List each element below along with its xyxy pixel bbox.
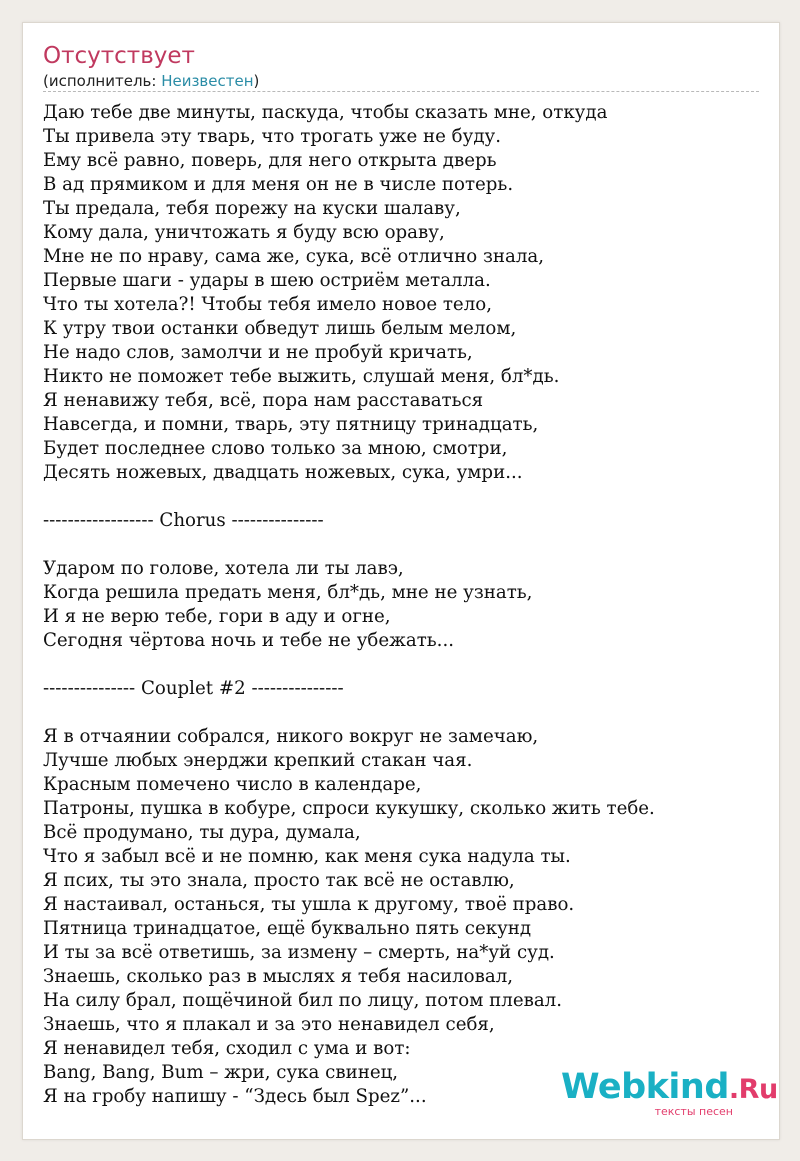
lyric-line: В ад прямиком и для меня он не в числе потерь. [43, 174, 514, 195]
watermark-brand: Webkind [561, 1067, 729, 1107]
site-watermark [561, 1067, 778, 1118]
watermark-logo [561, 1067, 778, 1108]
lyric-line: Я ненавижу тебя, всё, пора нам расставаться [43, 390, 484, 411]
lyric-line: Лучше любых энерджи крепкий стакан чая. [43, 750, 473, 771]
lyrics-text [43, 101, 759, 1109]
lyric-line: Я настаивал, останься, ты ушла к другому, твоё право. [43, 894, 575, 915]
song-title: Отсутствует [43, 43, 195, 69]
lyric-line: Ты предала, тебя порежу на куски шалаву, [43, 198, 461, 219]
lyric-line: Навсегда, и помни, тварь, эту пятницу тринадцать, [43, 414, 539, 435]
lyric-line: К утру твои останки обведут лишь белым мелом, [43, 318, 517, 339]
lyric-line: Всё продумано, ты дура, думала, [43, 822, 361, 843]
watermark-tld: .Ru [728, 1074, 778, 1105]
lyric-line: Не надо слов, замолчи и не пробуй кричать, [43, 342, 473, 363]
lyric-line: Знаешь, сколько раз в мыслях я тебя насиловал, [43, 966, 514, 987]
lyric-line: Bang, Bang, Bum – жри, сука свинец, [43, 1062, 399, 1083]
blank-line [43, 533, 759, 557]
divider [43, 91, 759, 92]
lyric-line: Когда решила предать меня, бл*дь, мне не узнать, [43, 582, 533, 603]
lyric-line: Патроны, пушка в кобуре, спроси кукушку, сколько жить тебе. [43, 798, 655, 819]
lyric-line: На силу брал, пощёчиной бил по лицу, потом плевал. [43, 990, 563, 1011]
artist-link[interactable]: Неизвестен [161, 72, 254, 90]
lyric-line: Красным помечено число в календаре, [43, 774, 422, 795]
blank-line [43, 653, 759, 677]
lyric-line: И я не верю тебе, гори в аду и огне, [43, 606, 391, 627]
lyric-line: Я на гробу напишу - “Здесь был Spez”... [43, 1086, 427, 1107]
watermark-tagline: тексты песен [654, 1105, 733, 1118]
lyric-line: Я ненавидел тебя, сходил с ума и вот: [43, 1038, 411, 1059]
lyric-line: Даю тебе две минуты, паскуда, чтобы сказать мне, откуда [43, 102, 608, 123]
lyric-line: Первые шаги - удары в шею остриём металла. [43, 270, 491, 291]
lyric-line: Я псих, ты это знала, просто так всё не оставлю, [43, 870, 515, 891]
lyric-line: И ты за всё ответишь, за измену – смерть, на*уй суд. [43, 942, 555, 963]
lyric-line: Мне не по нраву, сама же, сука, всё отлично знала, [43, 246, 545, 267]
artist-line [43, 72, 259, 90]
lyrics-card [22, 22, 780, 1140]
lyric-line: Ему всё равно, поверь, для него открыта дверь [43, 150, 497, 171]
lyric-line: Знаешь, что я плакал и за это ненавидел себя, [43, 1014, 495, 1035]
lyric-line: Что я забыл всё и не помню, как меня сука надула ты. [43, 846, 571, 867]
lyric-line: Пятница тринадцатое, ещё буквально пять секунд [43, 918, 532, 939]
lyric-line: Десять ножевых, двадцать ножевых, сука, умри... [43, 462, 523, 483]
lyric-line: Будет последнее слово только за мною, смотри, [43, 438, 508, 459]
lyric-line: Что ты хотела?! Чтобы тебя имело новое тело, [43, 294, 492, 315]
blank-line [43, 701, 759, 725]
lyric-line: Никто не поможет тебе выжить, слушай меня, бл*дь. [43, 366, 560, 387]
lyric-line: Сегодня чёртова ночь и тебе не убежать... [43, 630, 455, 651]
lyric-line: Ты привела эту тварь, что трогать уже не буду. [43, 126, 501, 147]
lyric-line: --------------- Couplet #2 --------------- [43, 678, 344, 699]
artist-suffix: ) [253, 72, 260, 90]
blank-line [43, 485, 759, 509]
artist-prefix: (исполнитель: [43, 72, 162, 90]
lyric-line: Кому дала, уничтожать я буду всю ораву, [43, 222, 445, 243]
lyric-line: Ударом по голове, хотела ли ты лавэ, [43, 558, 404, 579]
lyric-line: ------------------ Chorus --------------- [43, 510, 324, 531]
lyric-line: Я в отчаянии собрался, никого вокруг не замечаю, [43, 726, 539, 747]
